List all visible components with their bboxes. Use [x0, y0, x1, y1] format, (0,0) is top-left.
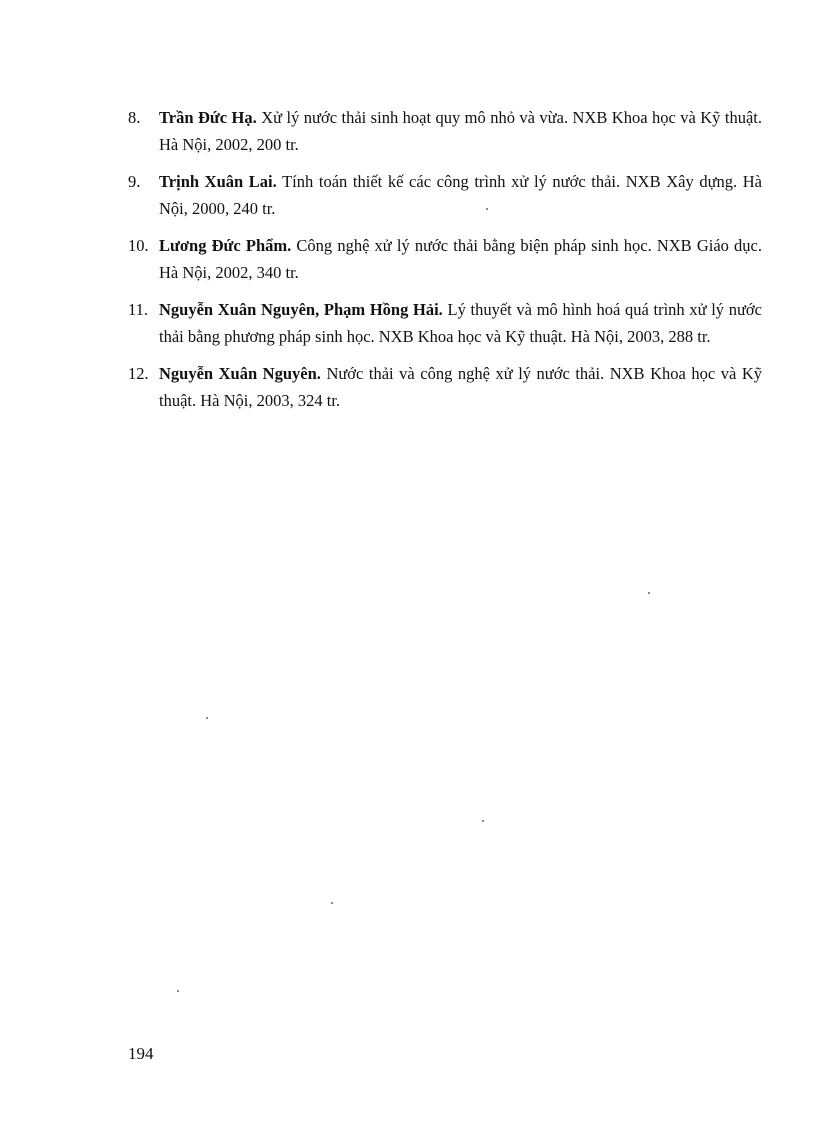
- reference-author: Nguyễn Xuân Nguyên.: [159, 364, 321, 383]
- reference-item: [128, 168, 762, 222]
- reference-item: [128, 296, 762, 350]
- reference-number: 10.: [128, 236, 149, 255]
- reference-item: [128, 104, 762, 158]
- scan-speck: [648, 592, 650, 594]
- page-number: 194: [128, 1044, 154, 1063]
- reference-number: 9.: [128, 172, 141, 191]
- reference-item: [128, 232, 762, 286]
- reference-text: Nước thải và công nghệ xử lý nước thải. NXB Khoa học và Kỹ thuật. Hà Nội, 2003, 324 tr.: [159, 364, 762, 410]
- reference-item: [128, 360, 762, 414]
- reference-number: 11.: [128, 300, 149, 319]
- reference-text: Tính toán thiết kế các công trình xử lý nước thải. NXB Xây dựng. Hà Nội, 2000, 240 tr.: [159, 172, 762, 218]
- reference-text: Công nghệ xử lý nước thải bằng biện pháp sinh học. NXB Giáo dục. Hà Nội, 2002, 340 tr.: [159, 236, 762, 282]
- reference-author: Trần Đức Hạ.: [159, 108, 257, 127]
- reference-author: Trịnh Xuân Lai.: [159, 172, 277, 191]
- reference-author: Nguyễn Xuân Nguyên, Phạm Hồng Hải.: [159, 300, 443, 319]
- reference-number: 8.: [128, 108, 141, 127]
- reference-number: 12.: [128, 364, 149, 383]
- scan-speck: [486, 208, 488, 210]
- scan-speck: [206, 717, 208, 719]
- reference-text: Xử lý nước thải sinh hoạt quy mô nhỏ và vừa. NXB Khoa học và Kỹ thuật. Hà Nội, 2002, 200 tr.: [159, 108, 762, 154]
- reference-text: Lý thuyết và mô hình hoá quá trình xử lý nước thải bằng phương pháp sinh học. NXB Khoa học và Kỹ thuật. Hà Nội, 2003, 288 tr.: [159, 300, 762, 346]
- scan-speck: [331, 902, 333, 904]
- scan-speck: [482, 820, 484, 822]
- reference-list: [128, 104, 762, 424]
- reference-author: Lương Đức Phẩm.: [159, 236, 292, 255]
- scan-speck: [177, 990, 179, 992]
